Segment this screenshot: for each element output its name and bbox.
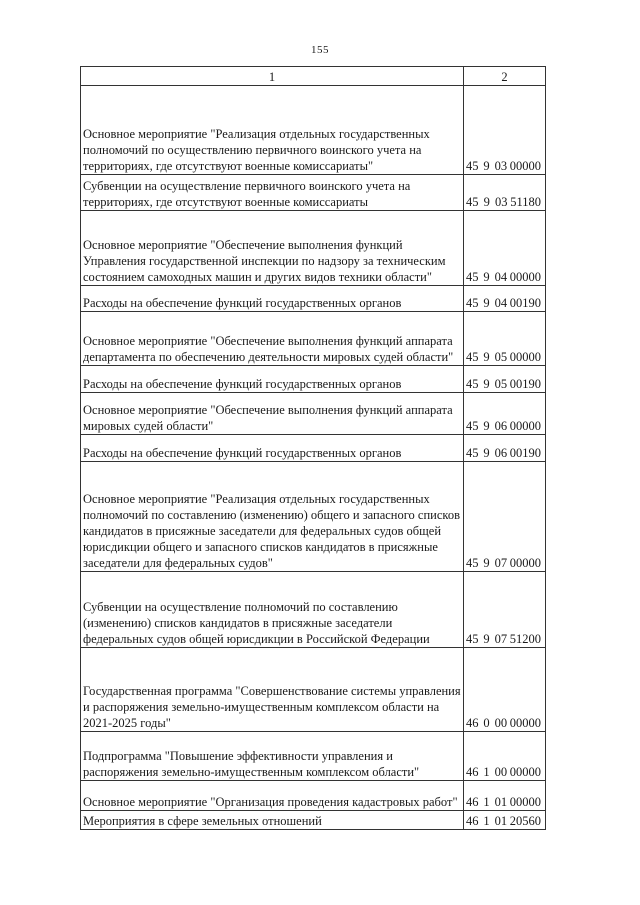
code-part-c1: 46 xyxy=(466,795,479,809)
code-group xyxy=(466,295,541,311)
code-part-c2: 9 xyxy=(483,446,490,460)
code-group xyxy=(466,715,541,731)
row-code xyxy=(464,286,546,312)
code-part-c3: 04 xyxy=(494,296,508,310)
code-part-c1: 45 xyxy=(466,159,479,173)
code-part-c4: 00000 xyxy=(509,350,541,364)
code-part-c4: 20560 xyxy=(509,814,541,828)
code-part-c1: 46 xyxy=(466,765,479,779)
code-part-c2: 9 xyxy=(483,195,490,209)
table-row xyxy=(81,211,546,286)
code-part-c3: 00 xyxy=(494,765,508,779)
row-code xyxy=(464,312,546,366)
row-description: Основное мероприятие "Обеспечение выполнения функций аппарата мировых судей области" xyxy=(81,393,464,435)
code-part-c1: 45 xyxy=(466,446,479,460)
code-part-c4: 00190 xyxy=(509,296,541,310)
code-part-c2: 1 xyxy=(483,795,490,809)
code-part-c4: 51200 xyxy=(509,632,541,646)
code-group xyxy=(466,631,541,647)
code-part-c1: 45 xyxy=(466,350,479,364)
code-part-c1: 45 xyxy=(466,419,479,433)
code-part-c4: 00000 xyxy=(509,795,541,809)
row-description: Основное мероприятие "Организация проведения кадастровых работ" xyxy=(81,781,464,811)
table-row xyxy=(81,286,546,312)
code-part-c2: 9 xyxy=(483,350,490,364)
code-part-c3: 03 xyxy=(494,195,508,209)
row-code xyxy=(464,86,546,175)
row-code xyxy=(464,393,546,435)
table-row xyxy=(81,312,546,366)
row-description: Основное мероприятие "Реализация отдельных государственных полномочий по составлению (изменению) общего и запасного списков кандидатов в присяжные заседатели для федеральных судов общей юрисдикции общего и запасного списков кандидатов в присяжные заседатели для федеральных судов" xyxy=(81,462,464,572)
table-row xyxy=(81,366,546,393)
code-group xyxy=(466,418,541,434)
code-part-c4: 51180 xyxy=(510,195,541,209)
table-row xyxy=(81,435,546,462)
code-part-c4: 00000 xyxy=(509,765,541,779)
code-group xyxy=(466,158,541,174)
code-part-c1: 45 xyxy=(466,270,479,284)
row-code xyxy=(464,435,546,462)
code-group xyxy=(466,194,541,210)
row-description: Мероприятия в сфере земельных отношений xyxy=(81,811,464,830)
table-row xyxy=(81,393,546,435)
header-col-1: 1 xyxy=(81,67,464,86)
code-part-c2: 9 xyxy=(483,419,490,433)
table-row xyxy=(81,781,546,811)
code-part-c1: 46 xyxy=(466,814,479,828)
budget-table xyxy=(80,66,546,830)
code-part-c4: 00000 xyxy=(509,159,541,173)
code-part-c2: 9 xyxy=(483,296,490,310)
code-part-c3: 03 xyxy=(494,159,508,173)
code-part-c1: 45 xyxy=(466,556,479,570)
row-description: Основное мероприятие "Обеспечение выполнения функций аппарата департамента по обеспечению деятельности мировых судей области" xyxy=(81,312,464,366)
code-part-c4: 00000 xyxy=(509,419,541,433)
code-group xyxy=(466,813,541,829)
code-part-c3: 07 xyxy=(494,556,508,570)
row-code xyxy=(464,811,546,830)
row-description: Расходы на обеспечение функций государственных органов xyxy=(81,286,464,312)
header-col-2: 2 xyxy=(464,67,546,86)
row-code xyxy=(464,211,546,286)
code-part-c1: 46 xyxy=(466,716,479,730)
code-part-c4: 00190 xyxy=(509,446,541,460)
page-number: 155 xyxy=(311,44,329,56)
table-row xyxy=(81,462,546,572)
code-part-c2: 9 xyxy=(483,270,490,284)
code-part-c2: 9 xyxy=(483,377,490,391)
code-part-c4: 00190 xyxy=(509,377,541,391)
budget-table-body xyxy=(81,67,546,830)
code-group xyxy=(466,445,541,461)
table-row xyxy=(81,572,546,648)
row-code xyxy=(464,572,546,648)
table-row xyxy=(81,648,546,732)
row-description: Подпрограмма "Повышение эффективности управления и распоряжения земельно-имущественным комплексом области" xyxy=(81,732,464,781)
code-part-c2: 0 xyxy=(483,716,490,730)
code-group xyxy=(466,376,541,392)
code-part-c2: 1 xyxy=(483,765,490,779)
code-part-c3: 01 xyxy=(494,814,508,828)
table-row xyxy=(81,732,546,781)
code-part-c4: 00000 xyxy=(509,716,541,730)
row-code xyxy=(464,175,546,211)
code-part-c4: 00000 xyxy=(509,270,541,284)
code-part-c3: 04 xyxy=(494,270,508,284)
code-part-c3: 05 xyxy=(494,350,508,364)
row-code xyxy=(464,732,546,781)
row-code xyxy=(464,462,546,572)
row-description: Государственная программа "Совершенствование системы управления и распоряжения земельно-имущественным комплексом области на 2021-2025 годы" xyxy=(81,648,464,732)
code-part-c1: 45 xyxy=(466,195,479,209)
row-description: Расходы на обеспечение функций государственных органов xyxy=(81,435,464,462)
code-part-c3: 07 xyxy=(494,632,508,646)
code-group xyxy=(466,764,541,780)
code-part-c3: 00 xyxy=(494,716,508,730)
row-description: Расходы на обеспечение функций государственных органов xyxy=(81,366,464,393)
code-part-c3: 06 xyxy=(494,446,508,460)
header-row xyxy=(81,67,546,86)
code-part-c2: 9 xyxy=(483,159,490,173)
code-group xyxy=(466,555,541,571)
row-code xyxy=(464,648,546,732)
code-part-c2: 9 xyxy=(483,556,490,570)
row-description: Основное мероприятие "Реализация отдельных государственных полномочий по осуществлению первичного воинского учета на территориях, где отсутствуют военные комиссариаты" xyxy=(81,86,464,175)
row-code xyxy=(464,781,546,811)
row-code xyxy=(464,366,546,393)
code-part-c1: 45 xyxy=(466,632,479,646)
code-group xyxy=(466,794,541,810)
code-group xyxy=(466,269,541,285)
code-part-c1: 45 xyxy=(466,377,479,391)
table-row xyxy=(81,86,546,175)
table-row xyxy=(81,811,546,830)
code-part-c2: 9 xyxy=(483,632,490,646)
code-part-c3: 01 xyxy=(494,795,508,809)
row-description: Основное мероприятие "Обеспечение выполнения функций Управления государственной инспекции по надзору за техническим состоянием самоходных машин и других видов техники области" xyxy=(81,211,464,286)
row-description: Субвенции на осуществление полномочий по составлению (изменению) списков кандидатов в присяжные заседатели федеральных судов общей юрисдикции в Российской Федерации xyxy=(81,572,464,648)
code-part-c1: 45 xyxy=(466,296,479,310)
table-row xyxy=(81,175,546,211)
code-part-c2: 1 xyxy=(483,814,490,828)
code-group xyxy=(466,349,541,365)
code-part-c3: 06 xyxy=(494,419,508,433)
code-part-c3: 05 xyxy=(494,377,508,391)
code-part-c4: 00000 xyxy=(509,556,541,570)
row-description: Субвенции на осуществление первичного воинского учета на территориях, где отсутствуют военные комиссариаты xyxy=(81,175,464,211)
